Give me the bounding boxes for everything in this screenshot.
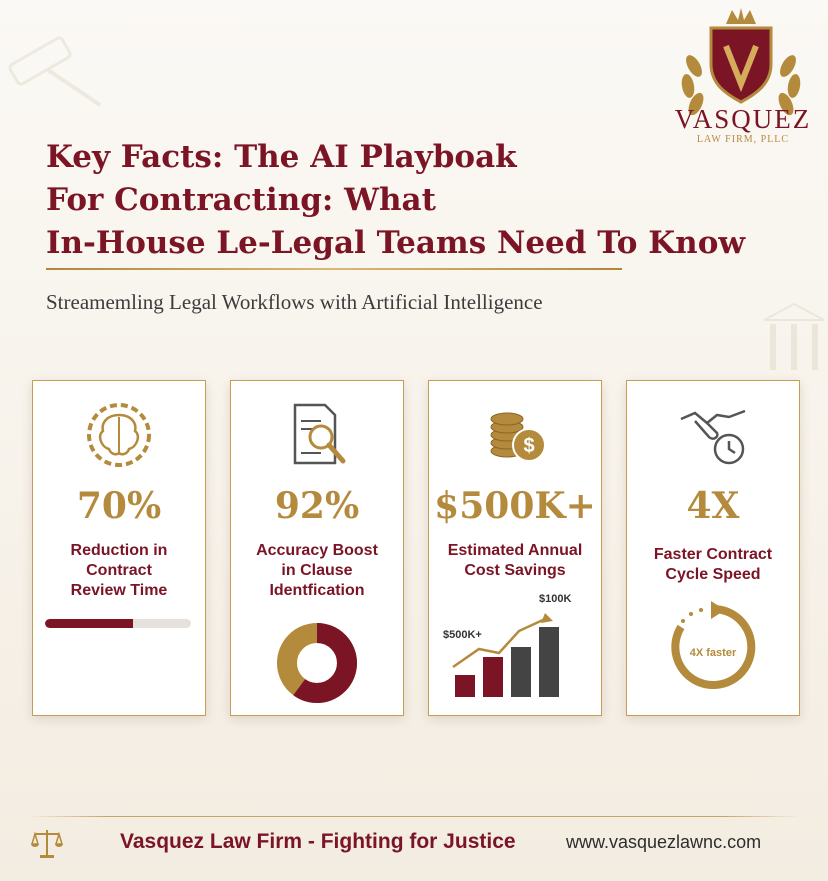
logo-name: VASQUEZ (674, 104, 812, 134)
progress-bar-fill (45, 619, 133, 628)
stat-label (631, 545, 795, 585)
stat-label-line: Contract (86, 562, 152, 579)
savings-bar-chart (449, 609, 579, 699)
stat-card-cost-savings (428, 380, 602, 716)
page-title (46, 136, 786, 265)
brain-gear-icon (83, 399, 155, 471)
cycle-label: 4X faster (689, 647, 737, 659)
stat-label-line: Estimated Annual (447, 542, 583, 559)
accuracy-donut-chart (275, 621, 359, 705)
stat-label-line: in Clause (281, 562, 353, 579)
title-line: In-House Le-Legal Teams Need To Know (46, 225, 746, 261)
stat-card-review-time (32, 380, 206, 716)
title-line: Key Facts: The AI Playboak (46, 139, 517, 175)
footer-tagline: Vasquez Law Firm - Fighting for Justice (120, 830, 516, 853)
logo-subtitle: LAW FIRM, PLLC (696, 134, 790, 145)
stat-label-line: Reduction in (70, 542, 168, 559)
title-line: For Contracting: What (46, 182, 436, 218)
stat-label-line: Identfication (269, 582, 365, 599)
stat-label-line: Faster Contract (653, 546, 773, 563)
page-subtitle: Streamemling Legal Workflows with Artificial Intelligence (46, 290, 543, 314)
savings-bar (511, 647, 531, 697)
stat-value: $500K+ (434, 485, 596, 527)
progress-bar (45, 619, 191, 628)
stat-label (37, 541, 201, 601)
handshake-clock-icon (677, 399, 749, 471)
stat-label (235, 541, 399, 601)
document-magnifier-icon (281, 399, 353, 471)
stat-value: 4X (686, 485, 740, 527)
stat-label-line: Accuracy Boost (256, 542, 378, 559)
title-divider (46, 268, 622, 270)
stat-card-accuracy (230, 380, 404, 716)
coins-dollar-icon (479, 399, 551, 471)
chart-low-label: $500K+ (443, 629, 482, 641)
chart-high-label: $100K (539, 593, 572, 605)
savings-bar (539, 627, 559, 697)
savings-bar (455, 675, 475, 697)
columns-watermark-icon (760, 300, 828, 380)
savings-bar (483, 657, 503, 697)
svg-text:$: $ (523, 435, 535, 457)
gavel-watermark-icon (0, 20, 110, 110)
stat-value: 70% (76, 485, 162, 527)
trend-arrowhead (541, 613, 553, 623)
footer-divider (28, 816, 800, 817)
stat-card-cycle-speed (626, 380, 800, 716)
stat-label-line: Cost Savings (464, 562, 566, 579)
stat-label-line: Cycle Speed (665, 566, 761, 583)
scales-of-justice-icon (30, 826, 64, 860)
stat-label-line: Review Time (70, 582, 168, 599)
stat-label (433, 541, 597, 581)
footer-website-link[interactable]: www.vasquezlawnc.com (566, 832, 762, 852)
stat-value: 92% (274, 485, 360, 527)
